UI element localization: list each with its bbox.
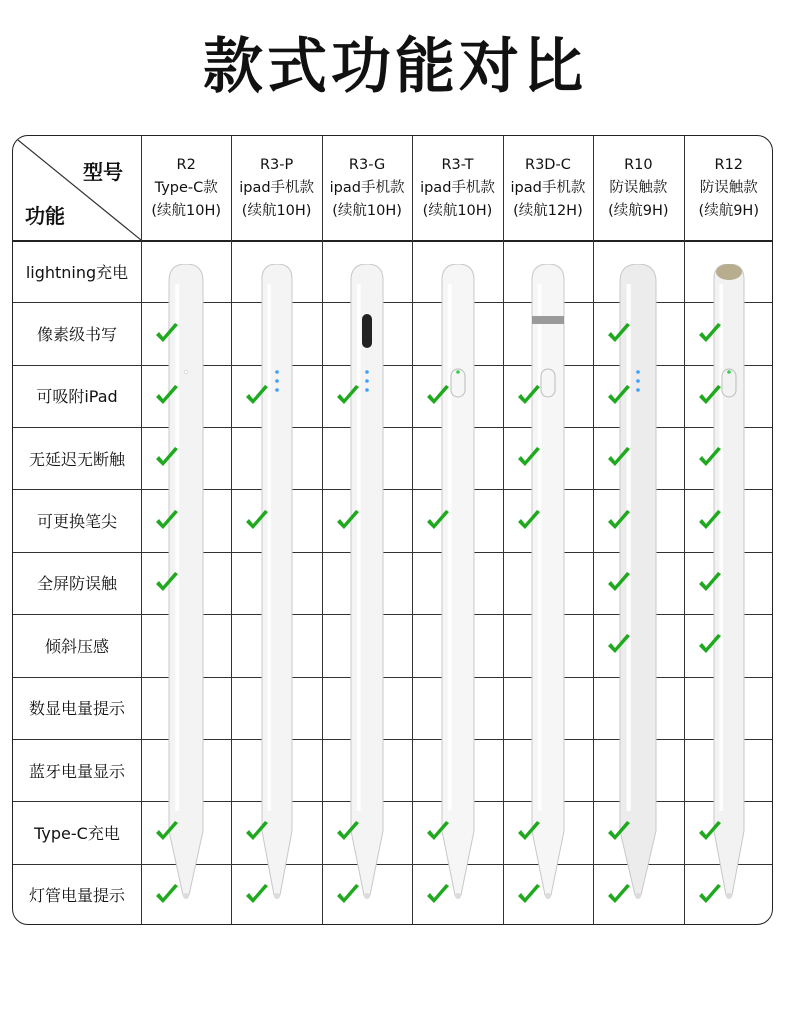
model-type: ipad手机款: [510, 179, 586, 196]
corner-model-label: 型号: [83, 160, 123, 184]
column-divider: [141, 136, 142, 924]
model-header: [231, 136, 321, 240]
feature-label: 像素级书写: [36, 325, 117, 345]
checkmark-icon: [697, 570, 723, 596]
checkmark-icon: [154, 508, 180, 534]
model-type: 防误触款: [699, 179, 758, 196]
model-type: Type-C款: [154, 179, 218, 196]
checkmark-icon: [697, 632, 723, 658]
model-header: [412, 136, 502, 240]
checkmark-icon: [606, 819, 632, 845]
checkmark-icon: [606, 570, 632, 596]
checkmark-icon: [425, 383, 451, 409]
model-type: ipad手机款: [329, 179, 405, 196]
model-header: [322, 136, 412, 240]
feature-label: 灯管电量提示: [28, 886, 125, 906]
checkmark-icon: [697, 819, 723, 845]
column-divider: [231, 136, 232, 924]
checkmark-icon: [697, 383, 723, 409]
checkmark-icon: [606, 445, 632, 471]
feature-label: lightning充电: [25, 262, 129, 282]
checkmark-icon: [516, 819, 542, 845]
feature-label: 全屏防误触: [36, 574, 117, 594]
model-battery: (续航10H): [422, 202, 493, 219]
model-header: [141, 136, 231, 240]
column-divider: [503, 136, 504, 924]
checkmark-icon: [606, 632, 632, 658]
checkmark-icon: [335, 882, 361, 908]
model-battery: (续航10H): [332, 202, 402, 219]
column-divider: [593, 136, 594, 924]
model-name: R3D-C: [525, 156, 571, 173]
feature-label: 可吸附iPad: [36, 387, 118, 407]
model-name: R3-G: [348, 156, 386, 173]
checkmark-icon: [606, 882, 632, 908]
checkmark-icon: [516, 383, 542, 409]
checkmark-icon: [154, 445, 180, 471]
checkmark-icon: [697, 508, 723, 534]
model-name: R3-P: [259, 156, 294, 173]
checkmark-icon: [606, 383, 632, 409]
stylus-pen-icon: [349, 264, 385, 901]
model-battery: (续航10H): [151, 202, 222, 219]
checkmark-icon: [154, 570, 180, 596]
checkmark-icon: [244, 819, 270, 845]
feature-label: 数显电量提示: [28, 699, 125, 719]
checkmark-icon: [244, 508, 270, 534]
stylus-pen-icon: [440, 264, 476, 901]
checkmark-icon: [154, 819, 180, 845]
model-battery: (续航9H): [698, 202, 759, 219]
checkmark-icon: [697, 882, 723, 908]
checkmark-icon: [335, 383, 361, 409]
model-battery: (续航10H): [241, 202, 312, 219]
corner-feature-label: 功能: [25, 204, 65, 228]
model-name: R12: [714, 156, 744, 173]
checkmark-icon: [244, 383, 270, 409]
model-header: [684, 136, 773, 240]
checkmark-icon: [154, 383, 180, 409]
model-battery: (续航9H): [608, 202, 669, 219]
checkmark-icon: [154, 882, 180, 908]
feature-label: 可更换笔尖: [36, 512, 117, 532]
stylus-pen-icon: [260, 264, 294, 901]
model-name: R2: [176, 156, 196, 173]
checkmark-icon: [335, 508, 361, 534]
checkmark-icon: [516, 508, 542, 534]
checkmark-icon: [425, 819, 451, 845]
model-header: [503, 136, 593, 240]
feature-label: 无延迟无断触: [28, 449, 125, 469]
model-header: [593, 136, 683, 240]
column-divider: [322, 136, 323, 924]
feature-label: 蓝牙电量显示: [28, 761, 125, 781]
checkmark-icon: [516, 445, 542, 471]
checkmark-icon: [244, 882, 270, 908]
model-battery: (续航12H): [513, 202, 583, 219]
feature-label: 倾斜压感: [44, 636, 109, 656]
checkmark-icon: [154, 321, 180, 347]
checkmark-icon: [425, 882, 451, 908]
model-name: R3-T: [441, 156, 474, 173]
stylus-pen-icon: [530, 264, 566, 901]
checkmark-icon: [516, 882, 542, 908]
checkmark-icon: [425, 508, 451, 534]
model-type: ipad手机款: [239, 179, 315, 196]
comparison-table: [12, 135, 773, 925]
model-type: 防误触款: [609, 179, 668, 196]
checkmark-icon: [697, 445, 723, 471]
checkmark-icon: [697, 321, 723, 347]
column-divider: [412, 136, 413, 924]
column-divider: [684, 136, 685, 924]
checkmark-icon: [606, 508, 632, 534]
checkmark-icon: [606, 321, 632, 347]
checkmark-icon: [335, 819, 361, 845]
feature-label: Type-C充电: [34, 823, 120, 843]
page-title: 款式功能对比: [203, 32, 587, 102]
model-type: ipad手机款: [420, 179, 495, 196]
model-name: R10: [624, 156, 653, 173]
